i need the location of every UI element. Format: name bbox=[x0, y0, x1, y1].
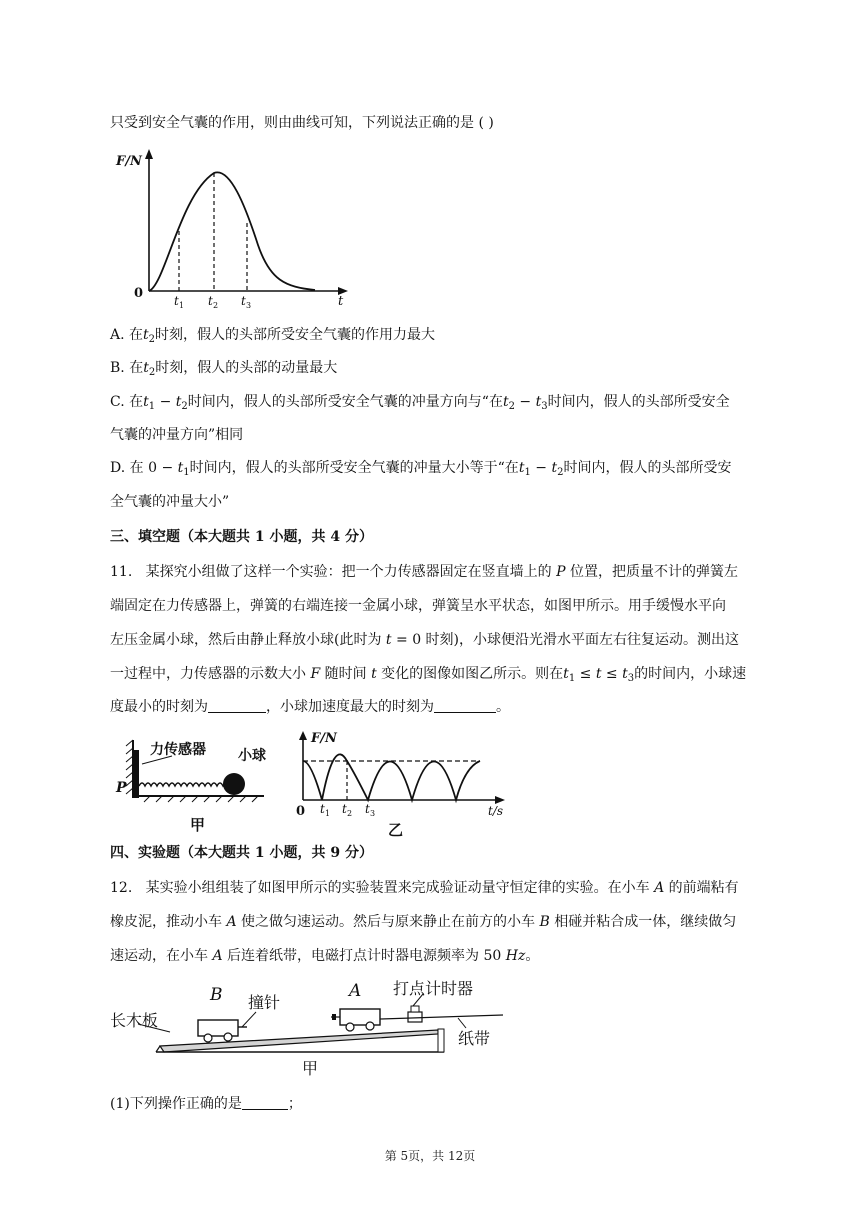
q11-blank-1[interactable] bbox=[208, 698, 266, 713]
q12-figure-caption: 甲 bbox=[302, 1059, 319, 1078]
q10-graph-t1: t bbox=[174, 294, 179, 308]
q11-yi-t3: t bbox=[365, 802, 370, 816]
q10-option-d-line2: 全气囊的冲量大小” bbox=[110, 494, 230, 510]
q11-yi-x-label: t/s bbox=[488, 804, 504, 818]
q11-jia-wall-label: P bbox=[116, 780, 127, 796]
q12-line3: 速运动，在小车 A 后连着纸带，电磁打点计时器电源频率为 50 Hz。 bbox=[110, 948, 540, 964]
q12-board-label: 长木板 bbox=[110, 1011, 159, 1030]
q10-option-a[interactable]: A. 在$t_2$时刻，假人的头部所受安全气囊的作用力最大 bbox=[110, 327, 436, 345]
q11-jia-sensor-label: 力传感器 bbox=[150, 742, 206, 758]
q11-jia-ball-label: 小球 bbox=[238, 748, 266, 764]
q12-line2: 橡皮泥，推动小车 A 使之做匀速运动。然后与原来静止在前方的小车 B 相碰并粘合成一体，继续做匀 bbox=[110, 914, 737, 930]
q11-line4: 一过程中，力传感器的示数大小 F 随时间 t 变化的图像如图乙所示。则在$t_1 \le t \le t_3$的时间内，小球速 bbox=[110, 666, 747, 684]
q11-figure-yi bbox=[290, 727, 515, 845]
q11-yi-t1: t bbox=[320, 802, 325, 816]
q11-line1: 11. 某探究小组做了这样一个实验：把一个力传感器固定在竖直墙上的 P 位置，把质量不计的弹簧左 bbox=[110, 564, 738, 580]
q12-line1: 12. 某实验小组组装了如图甲所示的实验装置来完成验证动量守恒定律的实验。在小车 A 的前端粘有 bbox=[110, 880, 739, 896]
q12-timer-label: 打点计时器 bbox=[393, 979, 474, 998]
q12-sub1: (1)下列操作正确的是 ； bbox=[110, 1096, 302, 1112]
q10-option-c-line2: 气囊的冲量方向”相同 bbox=[110, 427, 244, 443]
page-footer: 第 5页，共 12页 bbox=[384, 1149, 476, 1163]
q11-yi-t2: t bbox=[342, 802, 347, 816]
q12-cart-b-label: B bbox=[210, 985, 223, 1005]
q10-option-d[interactable]: D. 在 $0 - t_1$时间内，假人的头部所受安全气囊的冲量大小等于“在$t_1 - t_2$时间内，假人的头部所受安 bbox=[110, 460, 732, 478]
q10-graph-origin: 0 bbox=[134, 286, 144, 301]
q10-option-c[interactable]: C. 在$t_1 - t_2$时间内，假人的头部所受安全气囊的冲量方向与“在$t_2 - t_3$时间内，假人的头部所受安全 bbox=[110, 394, 730, 412]
q12-tape-label: 纸带 bbox=[458, 1029, 491, 1048]
q10-option-b[interactable]: B. 在$t_2$时刻，假人的头部的动量最大 bbox=[110, 360, 338, 378]
q11-yi-t1-sub: 1 bbox=[325, 809, 331, 818]
q10-graph-t3-sub: 3 bbox=[246, 301, 252, 310]
q10-graph-t1-sub: 1 bbox=[179, 301, 185, 310]
q11-line5: 度最小的时刻为 ，小球加速度最大的时刻为 。 bbox=[110, 699, 510, 715]
q11-blank-2[interactable] bbox=[434, 698, 496, 713]
q10-graph-x-label: t bbox=[338, 294, 344, 309]
q11-yi-t2-sub: 2 bbox=[347, 809, 353, 818]
q11-figure-jia bbox=[112, 738, 277, 838]
q10-graph-t2: t bbox=[208, 294, 213, 308]
section4-title: 四、实验题（本大题共 1 小题，共 9 分） bbox=[110, 845, 373, 861]
q12-sub1-blank[interactable] bbox=[242, 1095, 288, 1110]
q11-yi-t3-sub: 3 bbox=[370, 809, 376, 818]
q12-apparatus-figure bbox=[108, 976, 508, 1080]
section3-title: 三、填空题（本大题共 1 小题，共 4 分） bbox=[110, 529, 373, 545]
q10-force-time-graph bbox=[110, 145, 350, 310]
q11-line3: 左压金属小球，然后由静止释放小球(此时为 t = 0 时刻)，小球便沿光滑水平面左右往复运动。测出这 bbox=[110, 632, 740, 648]
q10-graph-t3: t bbox=[241, 294, 246, 308]
q11-yi-caption: 乙 bbox=[388, 821, 404, 839]
q10-graph-y-label: F/N bbox=[116, 154, 142, 169]
q11-jia-caption: 甲 bbox=[190, 816, 206, 834]
q11-yi-y-label: F/N bbox=[311, 731, 337, 746]
q10-stem-tail: 只受到安全气囊的作用，则由曲线可知，下列说法正确的是 ( ) bbox=[110, 115, 494, 131]
q12-needle-label: 撞针 bbox=[248, 993, 281, 1012]
q11-line2: 端固定在力传感器上，弹簧的右端连接一金属小球，弹簧呈水平状态，如图甲所示。用手缓慢水平向 bbox=[110, 598, 726, 614]
q12-cart-a-label: A bbox=[349, 981, 362, 1001]
q10-graph-t2-sub: 2 bbox=[213, 301, 219, 310]
q11-yi-origin: 0 bbox=[296, 804, 306, 819]
